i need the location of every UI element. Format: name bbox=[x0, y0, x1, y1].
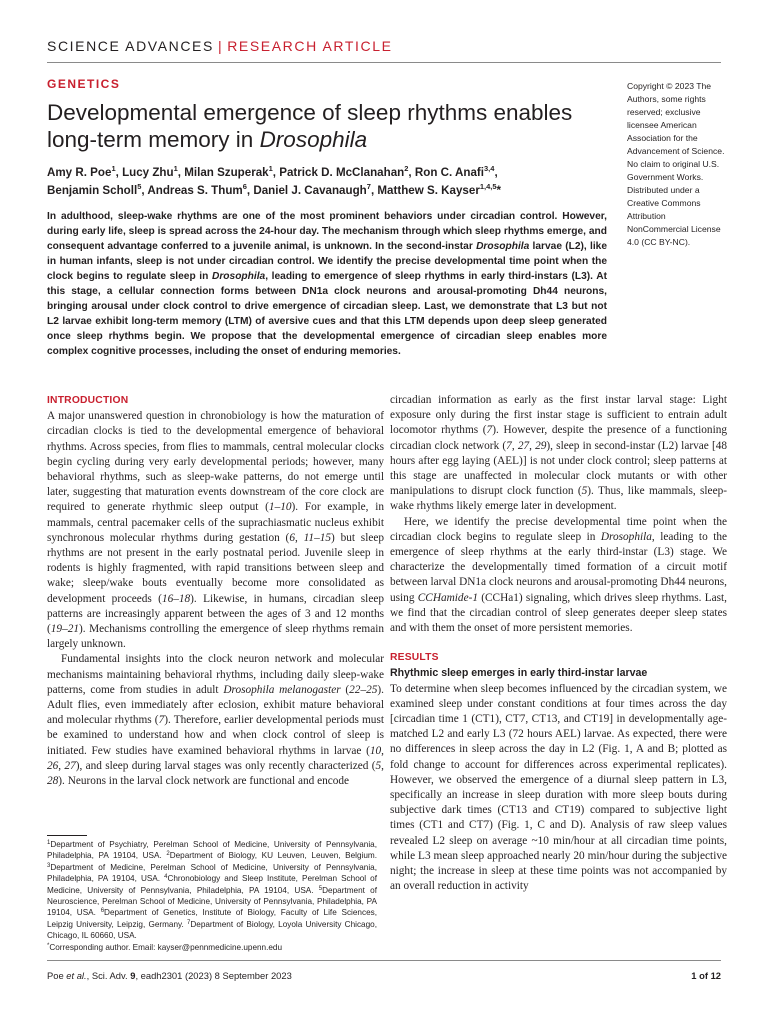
author-name: Lucy Zhu bbox=[122, 166, 174, 179]
italic-run: 7 bbox=[158, 714, 165, 727]
text-run: ) but sleep rhythms are not present in the early postnatal period. Juvenile sleep in rodents is highly fragmented, with rapid transitions between sleep and wake; sleep/wake bouts eventually become more consolidated as development proceeds ( bbox=[47, 531, 385, 605]
author-affiliation-marker: 1 bbox=[111, 164, 116, 173]
italic-run: 22 bbox=[349, 683, 361, 696]
journal-header bbox=[47, 38, 393, 54]
affiliation-marker: 7 bbox=[187, 919, 191, 926]
affiliation-text: Chronobiology and Sleep Institute, Perelman School of Medicine, University of Pennsylvania, Philadelphia, PA 19104, USA. bbox=[47, 874, 378, 895]
article-title bbox=[47, 99, 607, 153]
italic-run: 21 bbox=[67, 623, 80, 636]
author-name: Andreas S. Thum bbox=[147, 184, 243, 197]
article-type: RESEARCH ARTICLE bbox=[227, 38, 393, 54]
italic-run: 29 bbox=[535, 439, 547, 452]
affiliation-marker: 1 bbox=[47, 840, 51, 846]
affiliation-marker: 2 bbox=[166, 851, 170, 858]
text-run: ). Likewise, in humans, circadian sleep patterns are increasingly apparent between the ages of 3 and 12 months ( bbox=[47, 592, 384, 636]
text-run: , bbox=[58, 759, 65, 772]
text-run: – bbox=[62, 623, 68, 636]
author-name: Daniel J. Cavanaugh bbox=[253, 184, 367, 197]
affiliation-text: Department of Genetics, Institute of Biology, Faculty of Life Sciences, Leipzig University, Leipzig, Germany. bbox=[47, 908, 378, 929]
footer-etal: et al. bbox=[66, 970, 87, 981]
text-run: ). Adult flies, even immediately after eclosion, exhibit mature behavioral and molecular rhythms ( bbox=[47, 683, 384, 727]
footer-authors: Poe bbox=[47, 970, 67, 981]
text-run: To determine when sleep becomes influenced by the circadian system, we examined sleep under constant conditions at four times across the day [circadian time 1 (CT1), CT7, CT13, and CT19] in developmentally age-matched L2 and early L3 (72 hours AEL) larvae. As expected, there were no differences in sleep across the day in L2 (Fig. 1, A and B; plotted as fold change to account for differences across experimental replicates). However, we observed the emergence of a diurnal sleep pattern in L3, specifically an increase in sleep duration with more sleep bouts during subjective dark times (CT13 and CT19) compared to subjective light times (CT1 and CT7) (Fig. 1, C and D). Analysis of raw sleep values revealed L2 sleep on average ~10 min/hour at all circadian time points, while L3 mean sleep approached nearly 20 min/hour during the subjective night; the increase in sleep at these time points was not accompanied by an overall reduction in activity bbox=[390, 682, 727, 893]
author-affiliation-marker: 1,4,5 bbox=[479, 182, 497, 191]
italic-run: 11 bbox=[303, 531, 315, 544]
introduction-paragraph-3 bbox=[390, 515, 727, 637]
italic-run: 15 bbox=[319, 531, 332, 544]
text-run: , leading to the emergence of sleep rhythms at the early third-instar (L3) stage. We characterize the developmentally timed formation of a circuit motif between larval DN1a clock neurons and arousal-promoting Dh44 neurons, using bbox=[390, 530, 727, 604]
section-label: GENETICS bbox=[47, 77, 121, 91]
introduction-paragraph-1 bbox=[47, 409, 384, 652]
footer-citation bbox=[47, 970, 292, 981]
affiliation-marker: * bbox=[47, 942, 50, 949]
title-main: Developmental emergence of sleep rhythms enables long-term memory in bbox=[47, 100, 573, 152]
affiliation-rule bbox=[47, 835, 87, 836]
affiliations bbox=[47, 839, 377, 953]
italic-run: 10 bbox=[369, 744, 382, 757]
author-name: Benjamin Scholl bbox=[47, 184, 138, 197]
text-run: , bbox=[511, 439, 518, 452]
text-run: ( bbox=[340, 683, 350, 696]
author-affiliation-marker: 7 bbox=[366, 182, 371, 191]
affiliation-marker: 4 bbox=[164, 874, 168, 881]
text-run: , bbox=[381, 744, 384, 757]
italic-run: 16 bbox=[161, 592, 174, 605]
text-run: – bbox=[274, 501, 281, 514]
affiliation-marker: 5 bbox=[318, 885, 323, 892]
affiliation-text: Corresponding author. Email: kayser@pennmedicine.upenn.edu bbox=[49, 942, 283, 952]
author-affiliation-marker: 3,4 bbox=[484, 164, 495, 173]
page-number: 1 of 12 bbox=[691, 970, 721, 981]
italic-run: Drosophila bbox=[600, 530, 652, 543]
text-run: , bbox=[381, 759, 384, 772]
italic-run: Drosophila bbox=[211, 271, 266, 282]
right-column bbox=[390, 393, 727, 895]
italic-run: 10 bbox=[280, 501, 292, 514]
text-run: Fundamental insights into the clock neuron network and molecular mechanisms maintaining behavioral rhythms, including daily sleep-wake patterns, come from studies in adult bbox=[47, 653, 384, 696]
author-affiliation-marker: 1 bbox=[268, 164, 273, 173]
header-separator: | bbox=[217, 38, 224, 54]
text-run: ). Neurons in the larval clock network are functional and encode bbox=[58, 775, 350, 788]
italic-run: Drosophila bbox=[476, 241, 530, 252]
author-separator: , bbox=[246, 184, 254, 197]
author-affiliation-marker: 5 bbox=[137, 182, 142, 191]
results-subheading: Rhythmic sleep emerges in early third-instar larvae bbox=[390, 667, 648, 680]
text-run: ). However, despite the presence of a functioning circadian clock network ( bbox=[390, 424, 727, 452]
italic-run: 1 bbox=[268, 501, 275, 514]
italic-run: 27 bbox=[64, 759, 76, 772]
introduction-paragraph-2-continued bbox=[390, 393, 727, 515]
italic-run: 7 bbox=[486, 424, 493, 437]
footer-journal: , Sci. Adv. bbox=[86, 970, 131, 981]
italic-run: 18 bbox=[178, 592, 191, 605]
text-run: , bbox=[294, 531, 304, 544]
italic-run: 19 bbox=[50, 623, 63, 636]
text-run: – bbox=[360, 683, 367, 696]
italic-run: Drosophila melanogaster bbox=[223, 683, 341, 696]
author-name: Milan Szuperak bbox=[184, 166, 269, 179]
text-run: ). Mechanisms controlling the emergence of sleep rhythms remain largely unknown. bbox=[47, 623, 384, 651]
affiliation-marker: 3 bbox=[47, 862, 51, 869]
text-run: Here, we identify the precise developmental time point when the circadian clock begins to regulate sleep in bbox=[390, 515, 727, 543]
affiliation-text: Department of Biology, Loyola University Chicago, Chicago, IL 60660, USA. bbox=[47, 919, 377, 941]
author-separator: , bbox=[272, 166, 280, 179]
text-run: , leading to emergence of sleep rhythms in early third-instars (L3). At this stage, a cellular connection forms between DN1a clock neurons and arousal-promoting Dh44 neurons, bringing arousal under clock control to drive emergence of circadian sleep. Last, we demonstrate that L3 but not L2 larvae exhibit long-term memory (LTM) of aversive cues and that this LTM depends upon deep sleep generated once sleep rhythms begin. We propose that the developmental emergence of circadian sleep enables more complex cognitive processes, including the onset of enduring memories. bbox=[47, 271, 607, 357]
introduction-heading: INTRODUCTION bbox=[47, 395, 129, 406]
text-run: In adulthood, sleep-wake rhythms are one of the most prominent behaviors under circadian control. However, during early life, sleep is spread across the 24-hour day. The mechanism through which sleep rhythms emerge, and consequent advantage conferred to a juvenile animal, is unknown. In the second-instar bbox=[47, 211, 607, 252]
footer-rule bbox=[47, 960, 721, 961]
affiliation-text: Department of Neuroscience, Perelman School of Medicine, University of Pennsylvania, Philadelphia, PA 19104, USA. bbox=[47, 885, 377, 918]
text-run: A major unanswered question in chronobiology is how the maturation of circadian clocks is tied to the developmental emergence of behavioral rhythms. Across species, from flies to mammals, central molecular clocks begin cycling during very early developmental periods; however, many behavioral rhythms, such as sleep-wake patterns, do not emerge until later, suggesting that maturation events downstream of the core clock are required to generate rhythmic sleep output ( bbox=[47, 410, 384, 514]
abstract bbox=[47, 209, 607, 359]
text-run: – bbox=[314, 531, 320, 544]
author-separator: * bbox=[496, 184, 502, 197]
author-separator: , bbox=[494, 166, 498, 179]
footer-volume: 9 bbox=[130, 970, 136, 981]
left-column bbox=[47, 393, 384, 789]
author-separator: , bbox=[408, 166, 415, 179]
text-run: circadian information as early as the first instar larval stage: Light exposure only during the first instar stage is sufficient to entrain adult locomotor rhythms ( bbox=[390, 394, 727, 437]
affiliation-text: Department of Biology, KU Leuven, Leuven, Belgium. bbox=[169, 851, 378, 861]
italic-run: 5 bbox=[375, 759, 382, 772]
author-affiliation-marker: 2 bbox=[404, 164, 409, 173]
text-run: ), sleep in second-instar (L2) larvae [48 hours after egg laying (AEL)] is not under clock control; sleep patterns at this stage are unaffected in molecular clock mutants or with other manipulations to disrupt clock function ( bbox=[390, 439, 728, 498]
title-italic: Drosophila bbox=[259, 127, 368, 152]
author-name: Ron C. Anafi bbox=[414, 166, 485, 179]
author-separator: , bbox=[115, 166, 123, 179]
author-list bbox=[47, 164, 607, 200]
footer-rest: , eadh2301 (2023) 8 September 2023 bbox=[135, 970, 292, 981]
italic-run: 25 bbox=[366, 683, 378, 696]
italic-run: 27 bbox=[517, 439, 530, 452]
text-run: – bbox=[173, 592, 179, 605]
author-affiliation-marker: 1 bbox=[173, 164, 178, 173]
author-name: Patrick D. McClanahan bbox=[279, 166, 405, 179]
introduction-paragraph-2 bbox=[47, 652, 384, 789]
author-separator: , bbox=[370, 184, 378, 197]
text-run: ). For example, in mammals, central pacemaker cells of the suprachiasmatic nucleus exhibit synchronous molecular rhythms during gestation ( bbox=[47, 501, 384, 544]
header-rule bbox=[47, 62, 721, 63]
italic-run: 26 bbox=[47, 759, 59, 772]
affiliation-text: Department of Medicine, Perelman School of Medicine, University of Pennsylvania, Philadelphia, PA 19104, USA. bbox=[47, 862, 377, 884]
author-separator: , bbox=[141, 184, 148, 197]
copyright-notice: Copyright © 2023 The Authors, some rights reserved; exclusive licensee American Association for the Advancement of Science. No claim to original U.S. Government Works. Distributed under a Creative Commons Attribution NonCommercial License 4.0 (CC BY-NC). bbox=[627, 81, 725, 247]
italic-run: CCHamide-1 bbox=[417, 591, 478, 604]
italic-run: 6 bbox=[289, 531, 295, 544]
affiliation-marker: 6 bbox=[100, 908, 105, 915]
text-run: ). Thus, like mammals, sleep-wake rhythms likely emerge later in development. bbox=[390, 485, 727, 513]
author-separator: , bbox=[177, 166, 185, 179]
text-run: ), and sleep during larval stages was only recently characterized ( bbox=[75, 759, 376, 772]
author-affiliation-marker: 6 bbox=[242, 182, 247, 191]
results-paragraph-1 bbox=[390, 682, 727, 895]
results-heading: RESULTS bbox=[390, 652, 439, 664]
text-run: (CCHa1) signaling, which drives sleep rhythms. Last, we find that the circadian control of sleep generates deeper sleep states and with them the onset of more persistent memories. bbox=[390, 591, 728, 635]
text-run: larvae (L2), like in human infants, sleep is not under circadian control. We identify the precise developmental time point when the clock begins to regulate sleep in bbox=[47, 241, 607, 282]
author-name: Amy R. Poe bbox=[47, 166, 112, 179]
journal-name: SCIENCE ADVANCES bbox=[47, 38, 214, 54]
author-name: Matthew S. Kayser bbox=[377, 184, 480, 197]
affiliation-text: Department of Psychiatry, Perelman School of Medicine, University of Pennsylvania, Philadelphia, PA 19104, USA. bbox=[47, 840, 377, 861]
text-run: , bbox=[529, 439, 536, 452]
italic-run: 5 bbox=[581, 485, 588, 498]
text-run: ). Therefore, earlier developmental periods must be examined to understand how and when clock control of sleep is initiated. Few studies have examined behavioral rhythms in larvae ( bbox=[47, 714, 384, 757]
italic-run: 7 bbox=[506, 439, 512, 452]
italic-run: 28 bbox=[47, 775, 59, 788]
